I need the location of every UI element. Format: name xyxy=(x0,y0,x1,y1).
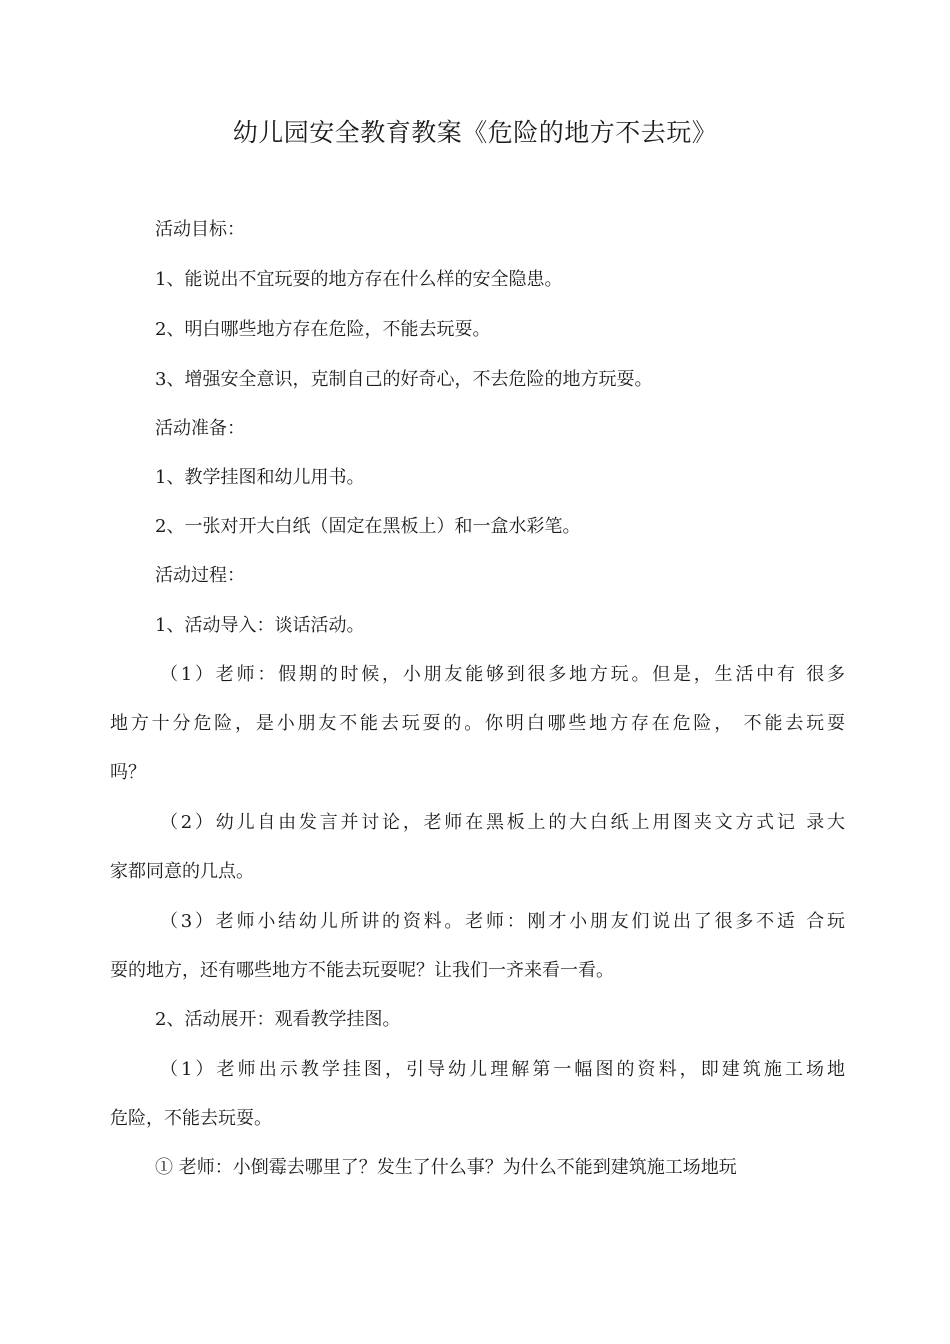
paragraph-line: （1）老师：假期的时候，小朋友能够到很多地方玩。但是，生活中有 很多 xyxy=(160,664,845,685)
preparation-item-1: 1、教学挂图和幼儿用书。 xyxy=(155,467,365,488)
paragraph-line: （2）幼儿自由发言并讨论，老师在黑板上的大白纸上用图夹文方式记 录大 xyxy=(160,812,845,833)
paragraph-line: 耍的地方，还有哪些地方不能去玩耍呢？让我们一齐来看一看。 xyxy=(110,960,614,981)
preparation-item-2: 2、一张对开大白纸（固定在黑板上）和一盒水彩笔。 xyxy=(155,516,581,537)
paragraph-line: （1）老师出示教学挂图，引导幼儿理解第一幅图的资料，即建筑施工场地 xyxy=(160,1059,845,1080)
document-title: 幼儿园安全教育教案《危险的地方不去玩》 xyxy=(232,118,718,147)
paragraph-line: （3）老师小结幼儿所讲的资料。老师：刚才小朋友们说出了很多不适 合玩 xyxy=(160,911,845,932)
section-heading-goals: 活动目标： xyxy=(155,219,245,240)
section-heading-preparation: 活动准备： xyxy=(155,418,245,439)
paragraph-line: 家都同意的几点。 xyxy=(110,861,254,882)
process-step-1: 1、活动导入：谈话活动。 xyxy=(155,615,365,636)
paragraph-line: 地方十分危险，是小朋友不能去玩耍的。你明白哪些地方存在危险， 不能去玩耍 xyxy=(110,713,845,734)
paragraph-line: 吗？ xyxy=(110,762,146,783)
goal-item-3: 3、增强安全意识，克制自己的好奇心，不去危险的地方玩耍。 xyxy=(155,369,653,390)
paragraph-line: 危险，不能去玩耍。 xyxy=(110,1108,272,1129)
paragraph-line: ① 老师：小倒霉去哪里了？发生了什么事？为什么不能到建筑施工场地玩 xyxy=(155,1157,737,1178)
process-step-2: 2、活动展开：观看教学挂图。 xyxy=(155,1009,401,1030)
goal-item-2: 2、明白哪些地方存在危险，不能去玩耍。 xyxy=(155,319,491,340)
goal-item-1: 1、能说出不宜玩耍的地方存在什么样的安全隐患。 xyxy=(155,269,563,290)
section-heading-process: 活动过程： xyxy=(155,565,245,586)
